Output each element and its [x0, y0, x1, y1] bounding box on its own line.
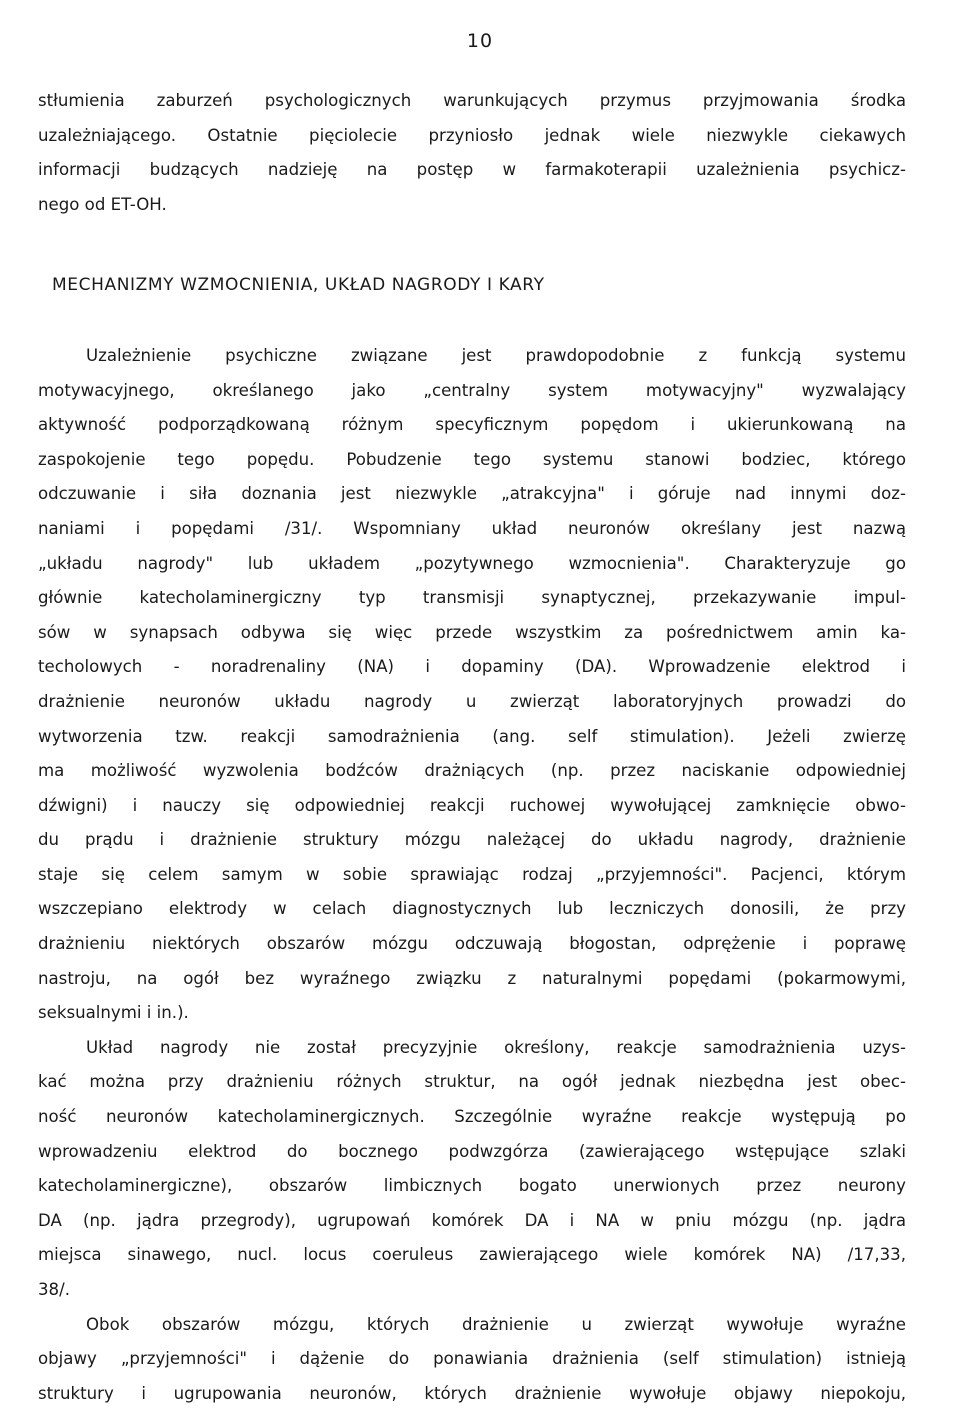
text-line: informacji budzących nadzieję na postęp w farmakoterapii uzależnienia psychicz- — [38, 160, 906, 180]
text-line: motywacyjnego, określanego jako „centralny system motywacyjny" wyzwalający — [38, 380, 906, 400]
text-line: Układ nagrody nie został precyzyjnie określony, reakcje samodrażnienia uzys- — [86, 1037, 906, 1057]
text-line: aktywność podporządkowaną różnym specyficznym popędom i ukierunkowaną na — [38, 415, 906, 435]
text-line: zaspokojenie tego popędu. Pobudzenie tego systemu stanowi bodziec, którego — [38, 449, 906, 469]
text-line: DA (np. jądra przegrody), ugrupowań komórek DA i NA w pniu mózgu (np. jądra — [38, 1210, 906, 1230]
text-line: uzależniającego. Ostatnie pięciolecie przyniosło jednak wiele niezwykle ciekawych — [38, 125, 906, 145]
paragraph-3 — [38, 1308, 906, 1412]
text-line: du prądu i drażnienie struktury mózgu należącej do układu nagrody, drażnienie — [38, 830, 906, 850]
text-line: wszczepiano elektrody w celach diagnostycznych lub leczniczych donosili, że przy — [38, 899, 906, 919]
text-line: katecholaminergiczne), obszarów limbicznych bogato unerwionych przez neurony — [38, 1176, 906, 1196]
text-line: stłumienia zaburzeń psychologicznych warunkujących przymus przyjmowania środka — [38, 91, 906, 110]
text-line: ma możliwość wyzwolenia bodźców drażniących (np. przez naciskanie odpowiedniej — [38, 761, 906, 781]
text-line: miejsca sinawego, nucl. locus coeruleus zawierającego wiele komórek NA) /17,33, — [38, 1245, 906, 1265]
text-line: techolowych - noradrenaliny (NA) i dopaminy (DA). Wprowadzenie elektrod i — [38, 657, 906, 677]
text-line: drażnienie neuronów układu nagrody u zwierząt laboratoryjnych prowadzi do — [38, 691, 906, 711]
section-heading: MECHANIZMY WZMOCNIENIA, UKŁAD NAGRODY I KARY — [52, 275, 545, 296]
text-line: wprowadzeniu elektrod do bocznego podwzgórza (zawierającego wstępujące szlaki — [38, 1141, 906, 1161]
text-line: seksualnymi i in.). — [38, 1003, 189, 1023]
text-line: dźwigni) i nauczy się odpowiedniej reakcji ruchowej wywołującej zamknięcie obwo- — [38, 795, 906, 815]
text-line: ność neuronów katecholaminergicznych. Szczególnie wyraźne reakcje występują po — [38, 1107, 906, 1127]
document-body — [38, 84, 906, 1411]
text-line: staje się celem samym w sobie sprawiając rodzaj „przyjemności". Pacjenci, którym — [38, 864, 906, 884]
text-line: 38/. — [38, 1280, 70, 1299]
text-line: objawy „przyjemności" i dążenie do ponawiania drażnienia (self stimulation) istnieją — [38, 1349, 906, 1369]
text-line: „układu nagrody" lub układem „pozytywnego wzmocnienia". Charakteryzuje go — [38, 553, 906, 573]
text-line: kać można przy drażnieniu różnych struktur, na ogół jednak niezbędna jest obec- — [38, 1072, 906, 1092]
text-line: nego od ET-OH. — [38, 194, 167, 214]
paragraph-1 — [38, 339, 906, 1031]
text-line: wytworzenia tzw. reakcji samodrażnienia (ang. self stimulation). Jeżeli zwierzę — [38, 726, 906, 746]
text-line: drażnieniu niektórych obszarów mózgu odczuwają błogostan, odprężenie i poprawę — [38, 934, 906, 954]
paragraph-2 — [38, 1031, 906, 1308]
text-line: nastroju, na ogół bez wyraźnego związku z naturalnymi popędami (pokarmowymi, — [38, 968, 906, 988]
text-line: Uzależnienie psychiczne związane jest prawdopodobnie z funkcją systemu — [86, 345, 906, 365]
text-line: struktury i ugrupowania neuronów, których drażnienie wywołuje objawy niepokoju, — [38, 1383, 906, 1403]
text-line: głównie katecholaminergiczny typ transmisji synaptycznej, przekazywanie impul- — [38, 588, 906, 608]
text-line: odczuwanie i siła doznania jest niezwykle „atrakcyjna" i góruje nad innymi doz- — [38, 484, 906, 504]
intro-paragraph — [38, 84, 906, 222]
text-line: Obok obszarów mózgu, których drażnienie u zwierząt wywołuje wyraźne — [86, 1314, 906, 1334]
page-number: 10 — [466, 30, 494, 52]
text-line: naniami i popędami /31/. Wspomniany układ neuronów określany jest nazwą — [38, 518, 906, 538]
text-line: sów w synapsach odbywa się więc przede wszystkim za pośrednictwem amin ka- — [38, 622, 906, 642]
